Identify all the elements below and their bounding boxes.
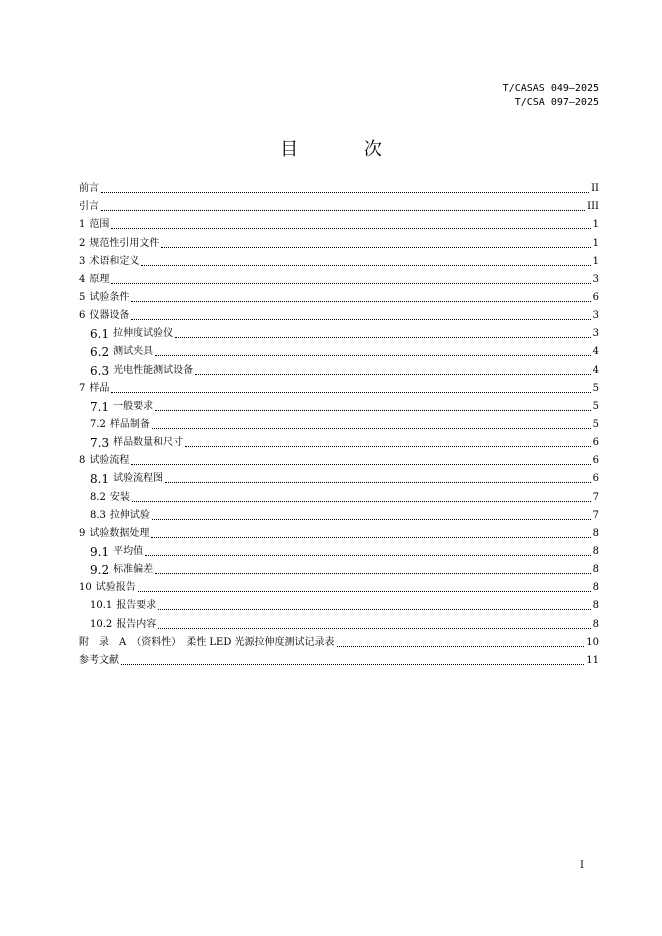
toc-page: 3 <box>592 273 599 285</box>
toc-entry-8-3[interactable] <box>79 504 599 522</box>
standard-codes <box>503 82 599 110</box>
toc-label: 平均值 <box>113 545 144 557</box>
toc-number: 6.1 <box>90 327 110 342</box>
toc-leader <box>185 446 591 447</box>
standard-code-casas: T/CASAS 049—2025 <box>502 83 599 94</box>
standard-code-csa: T/CSA 097—2025 <box>514 97 599 108</box>
toc-number: 7.1 <box>90 399 110 414</box>
toc-page: III <box>587 201 599 213</box>
toc-number: 1 <box>79 219 86 231</box>
toc-leader <box>337 646 585 647</box>
toc-label: 拉伸度试验仪 <box>113 328 174 340</box>
toc-label: 样品数量和尺寸 <box>113 437 184 449</box>
toc-number: 8.1 <box>90 472 110 487</box>
toc-number: 3 <box>79 255 86 267</box>
toc-entry-6[interactable] <box>79 304 599 322</box>
toc-label: 报告内容 <box>116 618 157 630</box>
toc-entry-7-3[interactable] <box>79 431 599 449</box>
toc-label: 报告要求 <box>116 600 157 612</box>
toc-entry-1[interactable] <box>79 213 599 231</box>
toc-entry-7[interactable] <box>79 377 599 395</box>
toc-leader <box>101 210 585 211</box>
toc-page: 4 <box>592 364 599 376</box>
table-of-contents <box>79 177 599 667</box>
toc-number: 9.1 <box>90 544 110 559</box>
toc-page: 6 <box>592 291 599 303</box>
toc-number: 7.2 <box>90 418 106 430</box>
toc-label: 范围 <box>89 219 110 231</box>
toc-entry-6-1[interactable] <box>79 322 599 340</box>
toc-leader <box>155 573 591 574</box>
toc-label: 一般要求 <box>113 400 154 412</box>
toc-page: 8 <box>592 564 599 576</box>
toc-leader <box>131 464 590 465</box>
toc-page: 1 <box>592 237 599 249</box>
toc-page: 3 <box>592 328 599 340</box>
toc-number: 7.3 <box>90 436 110 451</box>
toc-page: 8 <box>592 600 599 612</box>
toc-label: 引言 <box>79 201 99 213</box>
toc-number: 9.2 <box>90 563 110 578</box>
toc-leader <box>155 355 591 356</box>
toc-label: 安装 <box>109 491 130 503</box>
toc-page: 3 <box>592 310 599 322</box>
toc-entry-appendix-a[interactable] <box>79 631 599 649</box>
toc-label: 试验流程图 <box>113 473 164 485</box>
toc-leader <box>131 319 590 320</box>
toc-number: 10 <box>79 582 92 594</box>
toc-leader <box>141 265 590 266</box>
toc-label: 样品 <box>89 382 110 394</box>
toc-label: 参考文献 <box>79 654 119 666</box>
toc-number: 10.2 <box>90 618 113 630</box>
toc-number: 6.3 <box>90 363 110 378</box>
toc-entry-2[interactable] <box>79 231 599 249</box>
toc-leader <box>101 192 589 193</box>
toc-label: 附 录 A （资料性） 柔性 LED 光源拉伸度测试记录表 <box>79 636 335 648</box>
toc-entry-4[interactable] <box>79 268 599 286</box>
toc-number: 6.2 <box>90 345 110 360</box>
toc-page: 6 <box>592 437 599 449</box>
toc-label: 前言 <box>79 183 99 195</box>
toc-entry-foreword[interactable] <box>79 177 599 195</box>
toc-number: 7 <box>79 382 86 394</box>
toc-leader <box>152 428 591 429</box>
toc-leader <box>151 537 590 538</box>
toc-page: 4 <box>592 346 599 358</box>
toc-page: 6 <box>592 455 599 467</box>
toc-number: 5 <box>79 291 86 303</box>
toc-page: 8 <box>592 545 599 557</box>
toc-page: II <box>591 183 599 195</box>
toc-entry-5[interactable] <box>79 286 599 304</box>
toc-label: 原理 <box>89 273 110 285</box>
toc-entry-8-2[interactable] <box>79 485 599 503</box>
toc-leader <box>161 247 590 248</box>
toc-leader <box>111 228 590 229</box>
toc-entry-3[interactable] <box>79 250 599 268</box>
toc-label: 拉伸试验 <box>109 509 150 521</box>
toc-number: 8.2 <box>90 491 106 503</box>
toc-page: 7 <box>592 509 599 521</box>
toc-number: 4 <box>79 273 86 285</box>
toc-entry-9[interactable] <box>79 522 599 540</box>
toc-page: 1 <box>592 219 599 231</box>
toc-page: 5 <box>592 418 599 430</box>
toc-page: 8 <box>592 618 599 630</box>
toc-page: 8 <box>592 582 599 594</box>
toc-leader <box>155 410 591 411</box>
toc-page: 5 <box>592 382 599 394</box>
toc-leader <box>152 519 591 520</box>
toc-entry-8-1[interactable] <box>79 467 599 485</box>
toc-page: 7 <box>592 491 599 503</box>
toc-leader <box>165 482 591 483</box>
toc-leader <box>158 628 590 629</box>
toc-page: 8 <box>592 527 599 539</box>
toc-label: 规范性引用文件 <box>89 237 160 249</box>
toc-page: 10 <box>586 636 599 648</box>
footer-page-number: I <box>580 860 584 871</box>
toc-leader <box>121 664 584 665</box>
toc-leader <box>111 392 590 393</box>
toc-leader <box>132 501 591 502</box>
toc-page: 5 <box>592 400 599 412</box>
toc-entry-9-1[interactable] <box>79 540 599 558</box>
toc-leader <box>175 337 591 338</box>
page-title: 目 次 <box>280 139 412 160</box>
toc-label: 试验报告 <box>95 582 136 594</box>
toc-entry-8[interactable] <box>79 449 599 467</box>
toc-label: 试验流程 <box>89 455 130 467</box>
toc-entry-6-2[interactable] <box>79 340 599 358</box>
toc-leader <box>195 374 591 375</box>
toc-page: 1 <box>592 255 599 267</box>
toc-entry-references[interactable] <box>79 649 599 667</box>
toc-leader <box>138 591 591 592</box>
toc-leader <box>111 283 590 284</box>
toc-entry-7-1[interactable] <box>79 395 599 413</box>
toc-leader <box>158 609 590 610</box>
toc-label: 试验条件 <box>89 291 130 303</box>
toc-label: 样品制备 <box>109 418 150 430</box>
toc-label: 光电性能测试设备 <box>113 364 194 376</box>
toc-label: 术语和定义 <box>89 255 140 267</box>
toc-entry-6-3[interactable] <box>79 358 599 376</box>
toc-entry-7-2[interactable] <box>79 413 599 431</box>
toc-number: 9 <box>79 527 86 539</box>
toc-number: 10.1 <box>90 600 113 612</box>
toc-leader <box>145 555 591 556</box>
toc-number: 8 <box>79 455 86 467</box>
toc-entry-10-2[interactable] <box>79 612 599 630</box>
toc-entry-10-1[interactable] <box>79 594 599 612</box>
toc-page: 6 <box>592 473 599 485</box>
toc-label: 仪器设备 <box>89 310 130 322</box>
toc-number: 8.3 <box>90 509 106 521</box>
toc-leader <box>131 301 590 302</box>
toc-label: 试验数据处理 <box>89 527 150 539</box>
toc-entry-10[interactable] <box>79 576 599 594</box>
toc-label: 测试夹具 <box>113 346 154 358</box>
toc-entry-introduction[interactable] <box>79 195 599 213</box>
toc-entry-9-2[interactable] <box>79 558 599 576</box>
toc-page: 11 <box>586 654 599 666</box>
toc-number: 6 <box>79 310 86 322</box>
toc-label: 标准偏差 <box>113 564 154 576</box>
toc-number: 2 <box>79 237 86 249</box>
